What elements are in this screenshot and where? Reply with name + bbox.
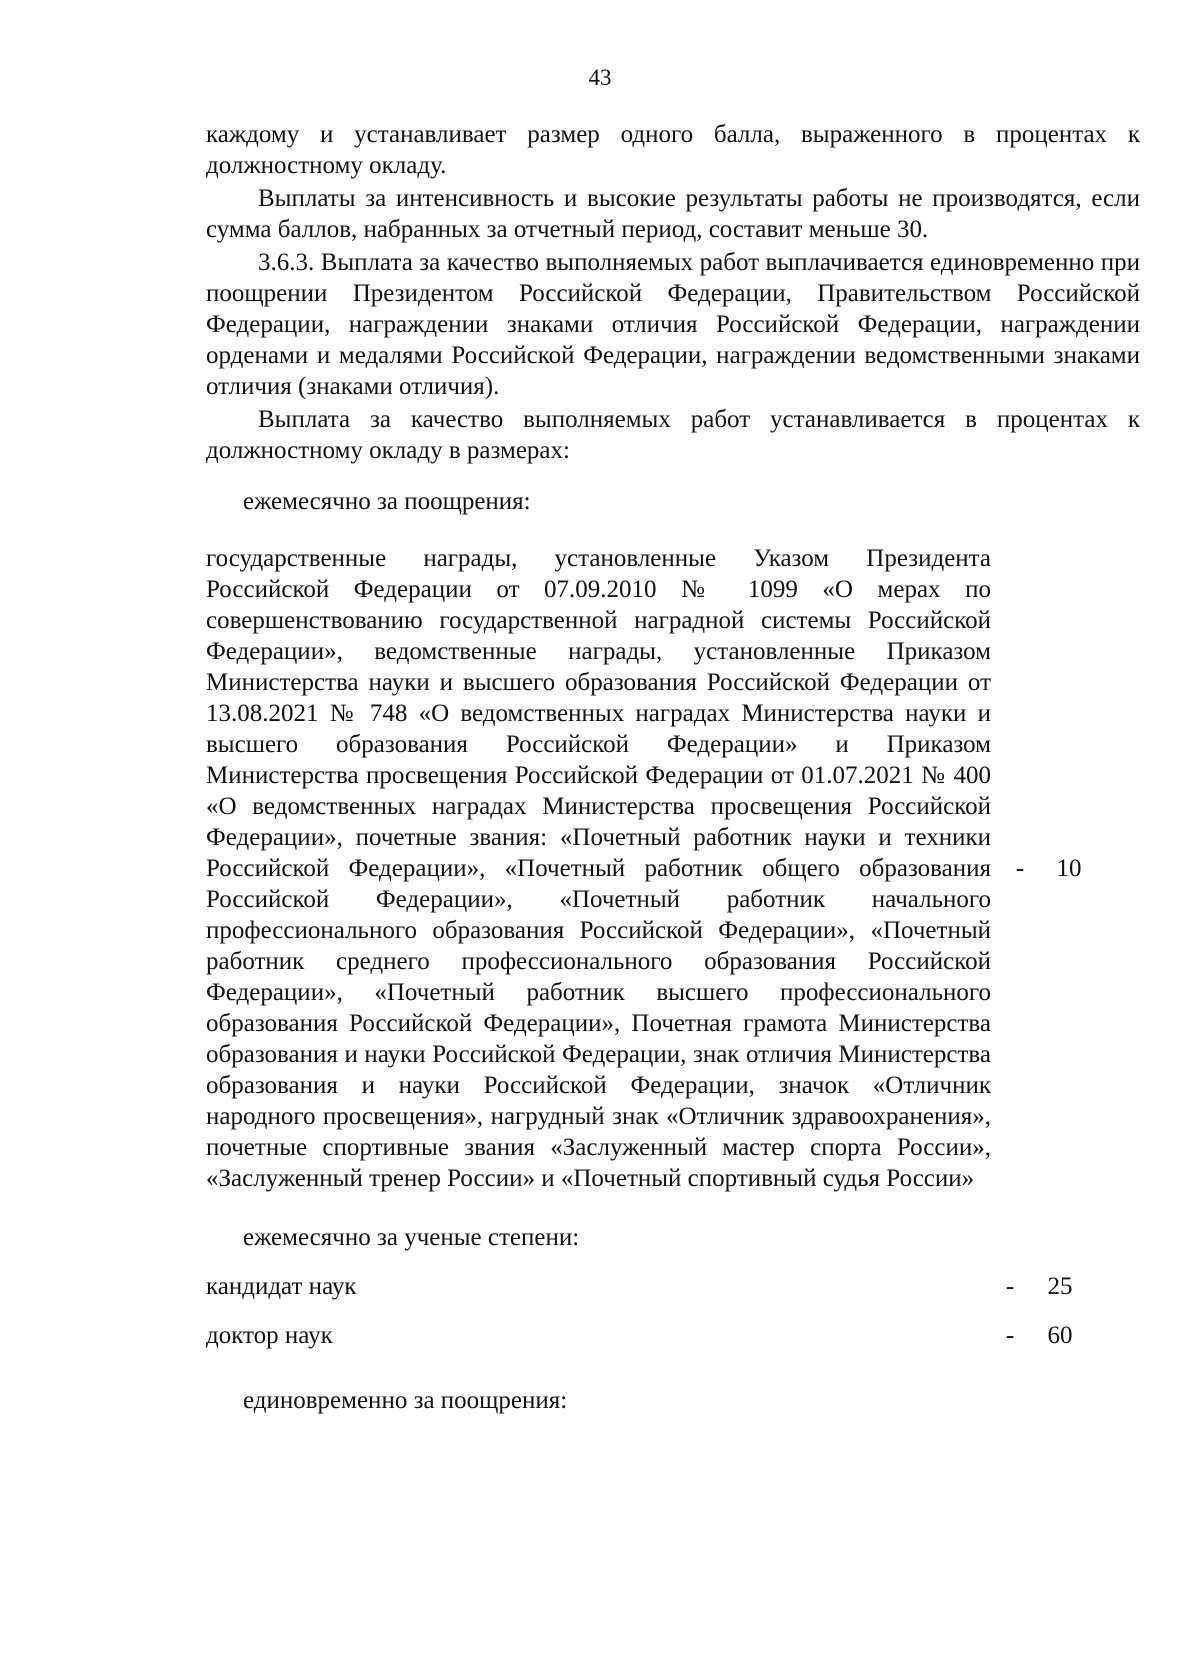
degree-name: кандидат наук (206, 1273, 357, 1300)
one-time-awards-label: единовременно за поощрения: (243, 1387, 568, 1414)
monthly-awards-dash: - (1015, 855, 1025, 882)
paragraph-quality-payment-percent: Выплата за качество выполняемых работ устанавливается в процентах к должностному окладу в размерах: (206, 406, 1140, 464)
paragraph-continuation: каждому и устанавливает размер одного балла, выраженного в процентах к должностному окладу. (206, 121, 1140, 179)
degree-dash: - (1005, 1322, 1015, 1349)
monthly-awards-row (206, 543, 1090, 1194)
degree-row-doctor (206, 1320, 1090, 1351)
monthly-awards-text: государственные награды, установленные Указом Президента Российской Федерации от 07.09.2010 № 1099 «О мерах по совершенствованию государственной наградной системы Российской Федерации», ведомственные награды, установленные Приказом Министерства науки и высшего образования Российской Федерации от 13.08.2021 № 748 «О ведомственных наградах Министерства науки и высшего образования Российской Федерации» и Приказом Министерства просвещения Российской Федерации от 01.07.2021 № 400 «О ведомственных наградах Министерства просвещения Российской Федерации», почетные звания: «Почетный работник науки и техники Российской Федерации», «Почетный работник общего образования Российской Федерации», «Почетный работник начального профессионального образования Российской Федерации», «Почетный работник среднего профессионального образования Российской Федерации», «Почетный работник высшего профессионального образования Российской Федерации», Почетная грамота Министерства образования и науки Российской Федерации, знак отличия Министерства образования и науки Российской Федерации, значок «Отличник народного просвещения», нагрудный знак «Отличник здравоохранения», почетные спортивные звания «Заслуженный мастер спорта России», «Заслуженный тренер России» и «Почетный спортивный судья России» (206, 545, 991, 1192)
degree-row-candidate (206, 1271, 1090, 1302)
page-number: 43 (588, 65, 612, 90)
degree-value: 60 (1047, 1322, 1073, 1349)
paragraph-section-3-6-3: 3.6.3. Выплата за качество выполняемых работ выплачивается единовременно при поощрении Президентом Российской Федерации, Правительством Российской Федерации, награждении знаками отличия Российской Федерации, награждении орденами и медалями Российской Федерации, награждении ведомственными знаками отличия (знаками отличия). (206, 249, 1140, 400)
monthly-awards-value: 10 (1056, 855, 1082, 882)
paragraph-intensity-payments: Выплаты за интенсивность и высокие результаты работы не производятся, если сумма баллов, набранных за отчетный период, составит меньше 30. (206, 185, 1140, 243)
degree-name: доктор наук (206, 1322, 333, 1349)
degrees-label: ежемесячно за ученые степени: (243, 1224, 580, 1251)
degree-value: 25 (1047, 1273, 1073, 1300)
degree-dash: - (1005, 1273, 1015, 1300)
document-body (206, 119, 1140, 1416)
monthly-awards-label: ежемесячно за поощрения: (243, 488, 531, 515)
